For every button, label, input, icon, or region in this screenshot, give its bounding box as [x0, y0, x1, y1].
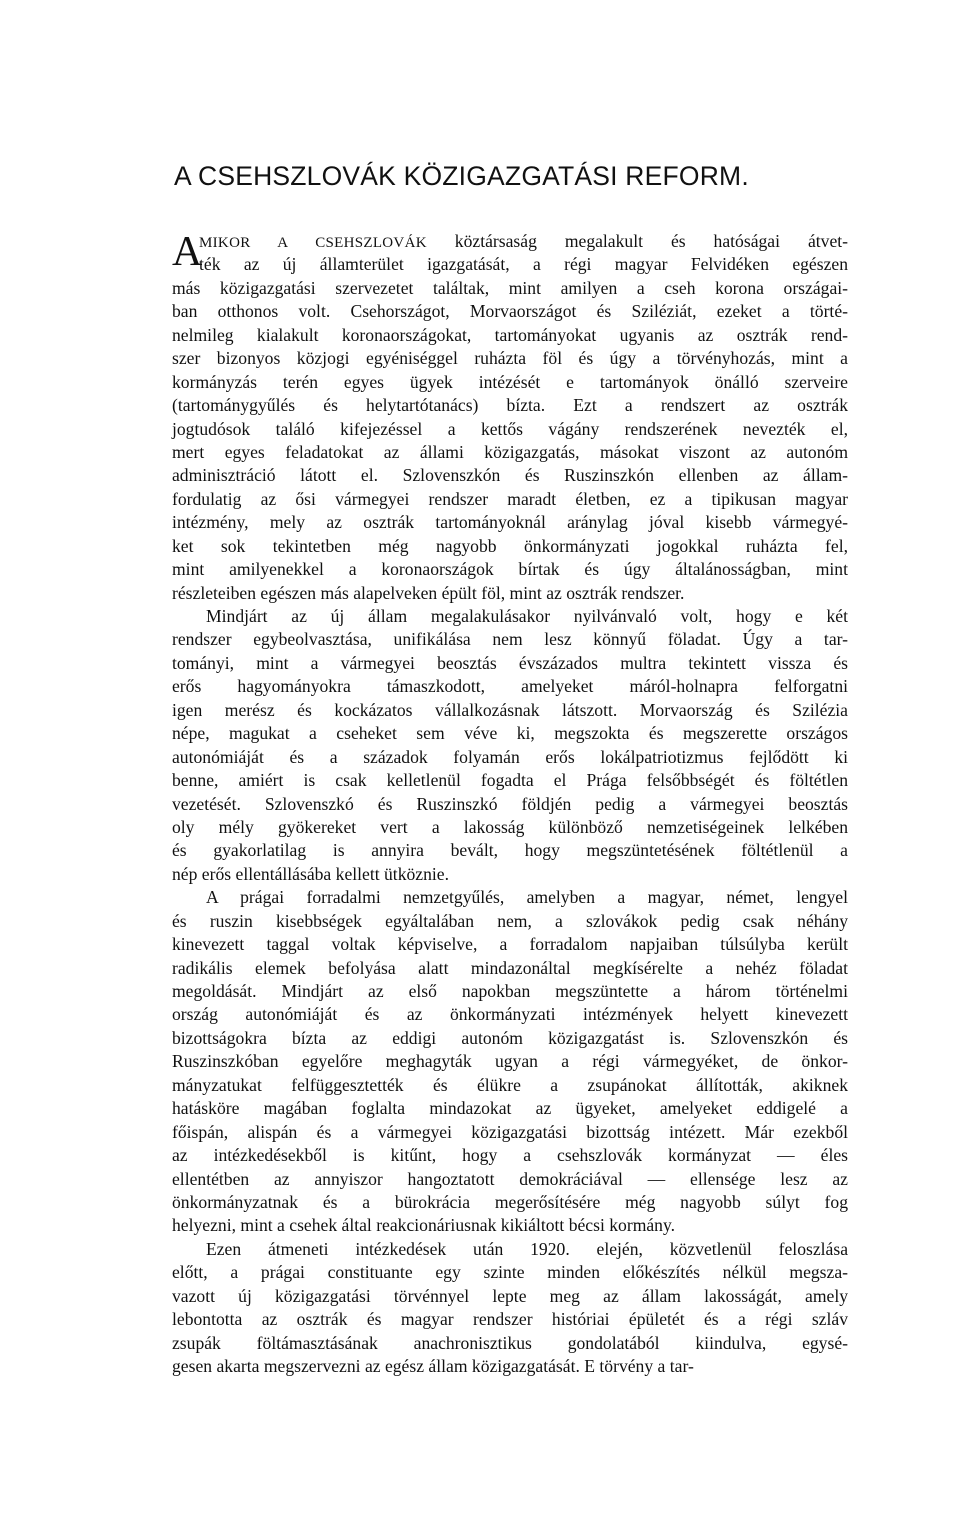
article-body — [172, 230, 848, 1378]
text-line: A prágai forradalmi nemzetgyűlés, amelyben a magyar, német, lengyel — [206, 887, 848, 908]
text-line: Mindjárt az új állam megalakulásakor nyilvánvaló volt, hogy e két — [206, 606, 848, 626]
text-line: tományi, mint a vármegyei beosztás évszázados multra tekintett vissza és — [172, 652, 848, 673]
text-line: önkormányzatnak és a bürokrácia megerősítésére még nagyobb súlyt fog — [172, 1191, 848, 1212]
text-line: fordulatig az ősi vármegyei rendszer maradt életben, ez a tipikusan magyar — [172, 488, 848, 509]
text-line: ket sok tekintetben még nagyobb önkormányzati jogokkal ruházta fel, — [172, 535, 848, 556]
text-line: előtt, a prágai constituante egy szinte minden előkészítés nélkül megsza- — [172, 1262, 848, 1283]
text-line: nép erős ellentállásába kellett ütköznie. — [172, 863, 449, 884]
text-line: ték az új államterület igazgatását, a régi magyar Felvidéken egészen — [199, 254, 848, 275]
text-line: mányzatukat felfüggesztették és élükre a zsupánokat állították, akiknek — [172, 1074, 848, 1095]
text-line: és ruszin kisebbségek egyáltalában nem, a szlovákok pedig csak néhány — [172, 910, 848, 931]
text-line: főispán, alispán és a vármegyei közigazgatási bizottság intézett. Már ezekből — [172, 1121, 848, 1142]
text-line: Ezen átmeneti intézkedések után 1920. elején, közvetlenül feloszlása — [206, 1238, 848, 1259]
text-line: zsupák föltámasztásának anachronisztikus gondolatából kiindulva, egysé- — [172, 1332, 848, 1353]
text-line: mint amilyenekkel a koronaországok bírtak és úgy általánosságban, mint — [172, 559, 848, 580]
drop-cap: A — [172, 229, 203, 275]
text-line: benne, amiért is csak kelletlenül fogadta el Prága felsőbbségét és föltétlen — [172, 770, 848, 791]
text-line: nelmileg kialakult koronaországokat, tartományokat ugyanis az osztrák rend- — [172, 324, 848, 345]
text-line: ország autonómiáját és az önkormányzati intézmények helyett kinevezett — [172, 1004, 848, 1025]
text-line: megoldását. Mindjárt az első napokban megszüntette a három történelmi — [172, 981, 848, 1001]
text-line: hatásköre magában foglalta mindazokat az ügyeket, amelyeket eddigelé a — [172, 1098, 848, 1119]
text-line: ellentétben az annyiszor hangoztatott demokráciával — ellensége lesz az — [172, 1168, 848, 1189]
text-line: adminisztráció látott el. Szlovenszkón és Ruszinszkón ellenben az állam- — [172, 465, 848, 486]
text-line: ban otthonos volt. Csehországot, Morvaországot és Sziléziát, ezeket a törté- — [172, 301, 848, 322]
text-line: oly mély gyökereket vert a lakosság különböző nemzetiségeinek lelkében — [172, 816, 848, 837]
text-line: vezetését. Szlovenszkó és Ruszinszkó földjén pedig a vármegyei beosztás — [172, 793, 848, 814]
page-title: A CSEHSZLOVÁK KÖZIGAZGATÁSI REFORM. — [174, 161, 749, 191]
text-line: részleteiben egészen más alapelveken épült föl, mint az osztrák rendszer. — [172, 582, 685, 603]
text-line: rendszer egybeolvasztása, unifikálása nem lesz könnyű föladat. Úgy a tar- — [172, 629, 848, 650]
text-line: Ruszinszkóban egyelőre meghagyták ugyan a régi vármegyéket, de önkor- — [172, 1051, 848, 1072]
text-line: más közigazgatási szervezetet találtak, mint amilyen a cseh korona országai- — [172, 277, 848, 298]
text-line: autonómiáját és a századok folyamán erős lokálpatriotizmus fejlődött ki — [172, 746, 848, 767]
text-line: helyezni, mint a csehek által reakcionáriusnak kikiáltott bécsi kormány. — [172, 1215, 676, 1236]
text-line: jogtudósok találó kifejezéssel a kettős vágány rendszerének nevezték el, — [172, 418, 848, 439]
text-line: radikális elemek befolyása alatt mindazonáltal megkísérelte a nehéz föladat — [172, 957, 848, 978]
text-line: mert egyes feladatokat az állami közigazgatás, másokat viszont az autonóm — [172, 441, 848, 462]
opening-small-caps: MIKOR A CSEHSZLOVÁK — [199, 235, 427, 251]
text-line: gesen akarta megszervezni az egész állam közigazgatását. E törvény a tar- — [172, 1356, 694, 1376]
text-line: kormányzás terén egyes ügyek intézését e tartományok önálló szerveire — [172, 371, 848, 392]
text-line: kinevezett taggal voltak képviselve, a forradalom napjaiban túlsúlyba került — [172, 934, 848, 955]
text-line: (tartománygyűlés és helytartótanács) bízta. Ezt a rendszert az osztrák — [172, 395, 848, 416]
text-line: MIKOR A CSEHSZLOVÁK köztársaság megalakult és hatóságai átvet- — [199, 231, 848, 251]
text-line: erős hagyományokra támaszkodott, amelyeket máról-holnapra felforgatni — [172, 676, 848, 697]
text-line: bizottságokra bízta az eddigi autonóm közigazgatást is. Szlovenszkón és — [172, 1027, 848, 1048]
text-line: népe, magukat a cseheket sem véve ki, megszokta és megszerette országos — [172, 723, 848, 744]
text-line: szer bizonyos közjogi egyéniséggel ruházta föl és úgy a törvényhozás, mint a — [172, 348, 848, 369]
text-line: és gyakorlatilag is annyira bevált, hogy megszüntetésének föltétlenül a — [172, 840, 848, 861]
text-line: lebontotta az osztrák és magyar rendszer históriai épületét és a régi szláv — [172, 1309, 848, 1330]
text-line: igen merész és kockázatos vállalkozásnak látszott. Morvaország és Szilézia — [172, 699, 848, 720]
text-line: vazott új közigazgatási törvénnyel lepte meg az állam lakosságát, amely — [172, 1285, 848, 1306]
text-line: intézmény, mely az osztrák tartományoknál aránylag jóval kisebb vármegyé- — [172, 512, 848, 533]
text-line: az intézkedésekből is kitűnt, hogy a csehszlovák kormányzat — éles — [172, 1145, 848, 1166]
